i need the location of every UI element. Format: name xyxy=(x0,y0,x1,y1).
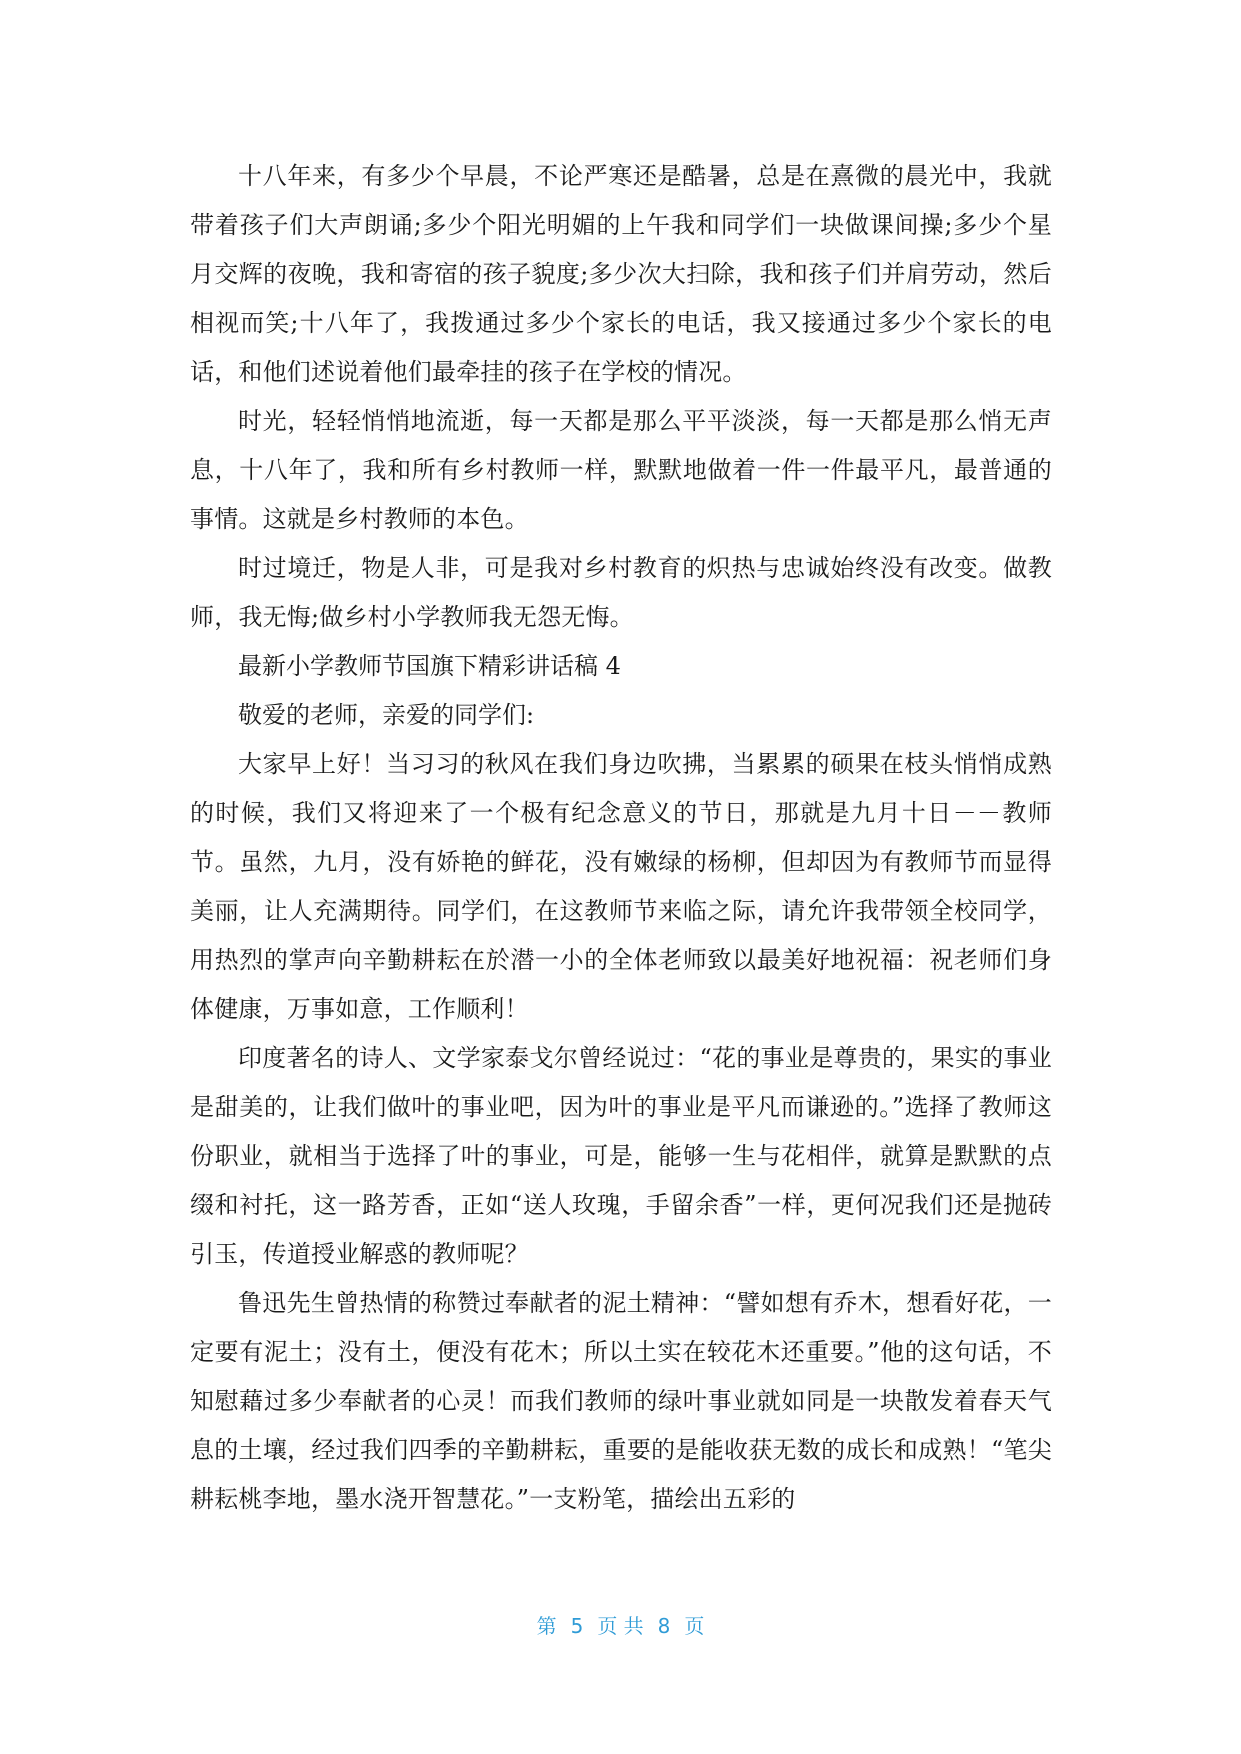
footer-prefix: 第 xyxy=(536,1614,557,1638)
paragraph-1: 十八年来，有多少个早晨，不论严寒还是酷暑，总是在熹微的晨光中，我就带着孩子们大声朗诵;多少个阳光明媚的上午我和同学们一块做课间操;多少个星月交辉的夜晚，我和寄宿的孩子貌度;多少次大扫除，我和孩子们并肩劳动，然后相视而笑;十八年了，我拨通过多少个家长的电话，我又接通过多少个家长的电话，和他们述说着他们最牵挂的孩子在学校的情况。 xyxy=(190,162,1052,386)
speech-paragraph-3: 鲁迅先生曾热情的称赞过奉献者的泥土精神：“譬如想有乔木，想看好花，一定要有泥土；没有土，便没有花木；所以土实在较花木还重要。”他的这句话，不知慰藉过多少奉献者的心灵！而我们教师的绿叶事业就如同是一块散发着春天气息的土壤，经过我们四季的辛勤耕耘，重要的是能收获无数的成长和成熟！“笔尖耕耘桃李地，墨水浇开智慧花。”一支粉笔，描绘出五彩的 xyxy=(190,1289,1052,1513)
footer-suffix: 页 xyxy=(684,1614,705,1638)
greeting: 敬爱的老师，亲爱的同学们: xyxy=(238,701,535,729)
page-content xyxy=(190,152,1052,1524)
page-footer xyxy=(0,1610,1241,1639)
speech-paragraph-1: 大家早上好！当习习的秋风在我们身边吹拂，当累累的硕果在枝头悄悄成熟的时候，我们又将迎来了一个极有纪念意义的节日，那就是九月十日－－教师节。虽然，九月，没有娇艳的鲜花，没有嫩绿的杨柳，但却因为有教师节而显得美丽，让人充满期待。同学们，在这教师节来临之际，请允许我带领全校同学，用热烈的掌声向辛勤耕耘在於潜一小的全体老师致以最美好地祝福：祝老师们身体健康，万事如意，工作顺利！ xyxy=(190,750,1052,1023)
footer-current-page: 5 xyxy=(570,1614,584,1638)
footer-middle: 页 共 xyxy=(597,1614,644,1638)
paragraph-3: 时过境迁，物是人非，可是我对乡村教育的炽热与忠诚始终没有改变。做教师，我无悔;做乡村小学教师我无怨无悔。 xyxy=(190,554,1052,631)
paragraph-2: 时光，轻轻悄悄地流逝，每一天都是那么平平淡淡，每一天都是那么悄无声息，十八年了，我和所有乡村教师一样，默默地做着一件一件最平凡，最普通的事情。这就是乡村教师的本色。 xyxy=(190,407,1052,533)
speech-paragraph-2: 印度著名的诗人、文学家泰戈尔曾经说过：“花的事业是尊贵的，果实的事业是甜美的，让我们做叶的事业吧，因为叶的事业是平凡而谦逊的。”选择了教师这份职业，就相当于选择了叶的事业，可是，能够一生与花相伴，就算是默默的点缀和衬托，这一路芳香，正如“送人玫瑰，手留余香”一样，更何况我们还是抛砖引玉，传道授业解惑的教师呢？ xyxy=(190,1044,1052,1268)
footer-total-pages: 8 xyxy=(657,1614,671,1638)
section-title: 最新小学教师节国旗下精彩讲话稿 4 xyxy=(238,652,621,680)
